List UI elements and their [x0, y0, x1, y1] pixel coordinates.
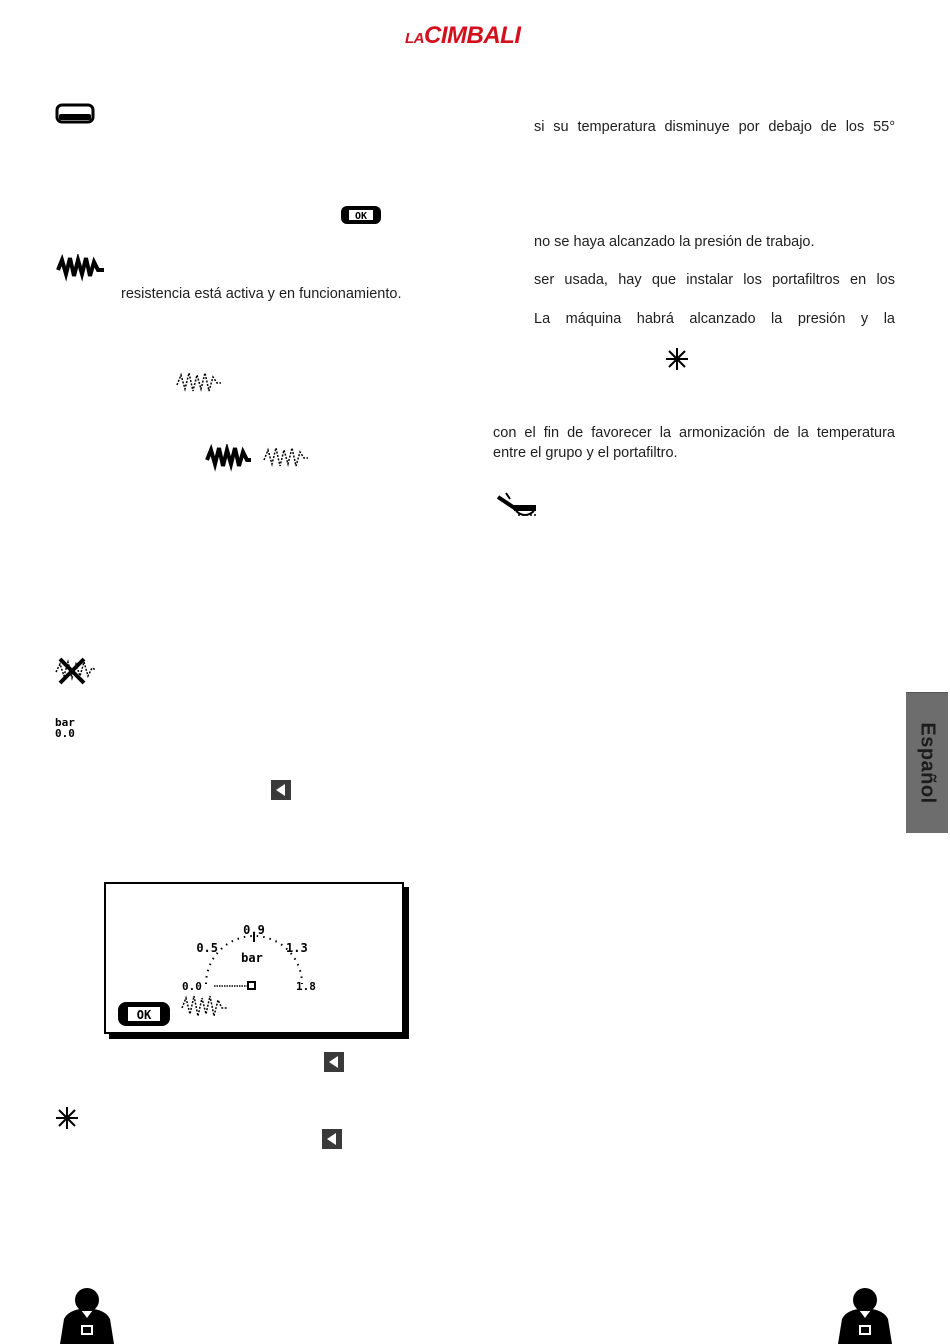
heating-element-inactive-icon: [175, 369, 223, 397]
back-arrow-icon-3: [322, 1129, 342, 1149]
ok-icon-label: OK: [354, 211, 368, 222]
barista-figure-left: [58, 1287, 116, 1344]
snowflake-icon: [54, 1105, 80, 1131]
right-text-2: no se haya alcanzado la presión de trabajo.: [534, 234, 815, 250]
logo-prefix: LA: [405, 30, 424, 47]
pressure-unit: bar: [55, 716, 75, 729]
heating-element-active-icon: [56, 254, 106, 282]
back-arrow-icon-2: [324, 1052, 344, 1072]
pressure-display-panel: [104, 882, 404, 1034]
right-text-1: si su temperatura disminuye por debajo de los 55°: [534, 119, 895, 135]
boiler-icon: [55, 103, 95, 125]
back-arrow-icon: [271, 780, 291, 800]
heating-element-active-icon-2: [205, 444, 253, 472]
heating-element-text: resistencia está activa y en funcionamiento.: [121, 286, 402, 302]
barista-figure-right: [836, 1287, 894, 1344]
gauge-unit: bar: [241, 951, 263, 965]
gauge-top-value: 0.9: [243, 923, 265, 937]
heating-element-fault-icon: [54, 656, 98, 686]
right-text-3: ser usada, hay que instalar los portafiltros en los: [534, 272, 895, 288]
language-tab: [906, 692, 948, 833]
heating-element-inactive-icon-2: [262, 444, 310, 472]
language-tab-label: Español: [916, 722, 939, 804]
right-text-6: entre el grupo y el portafiltro.: [493, 445, 678, 461]
brand-logo: [405, 22, 545, 52]
portafilter-icon: [494, 491, 542, 519]
right-text-5: con el fin de favorecer la armonización de la temperatura: [493, 425, 895, 441]
right-text-4: La máquina habrá alcanzado la presión y la: [534, 311, 895, 327]
gauge-min-value: 0.0: [182, 980, 202, 993]
gauge-right-value: 1.3: [286, 941, 308, 955]
gauge-max-value: 1.8: [296, 980, 316, 993]
pressure-value: 0.0: [55, 727, 75, 740]
snowflake-icon-2: [664, 346, 690, 372]
gauge-left-value: 0.5: [196, 941, 218, 955]
logo-name: CIMBALI: [424, 22, 521, 49]
panel-ok-label: OK: [136, 1008, 152, 1022]
ok-button-icon: [340, 205, 382, 225]
pressure-readout-icon: [55, 717, 75, 739]
